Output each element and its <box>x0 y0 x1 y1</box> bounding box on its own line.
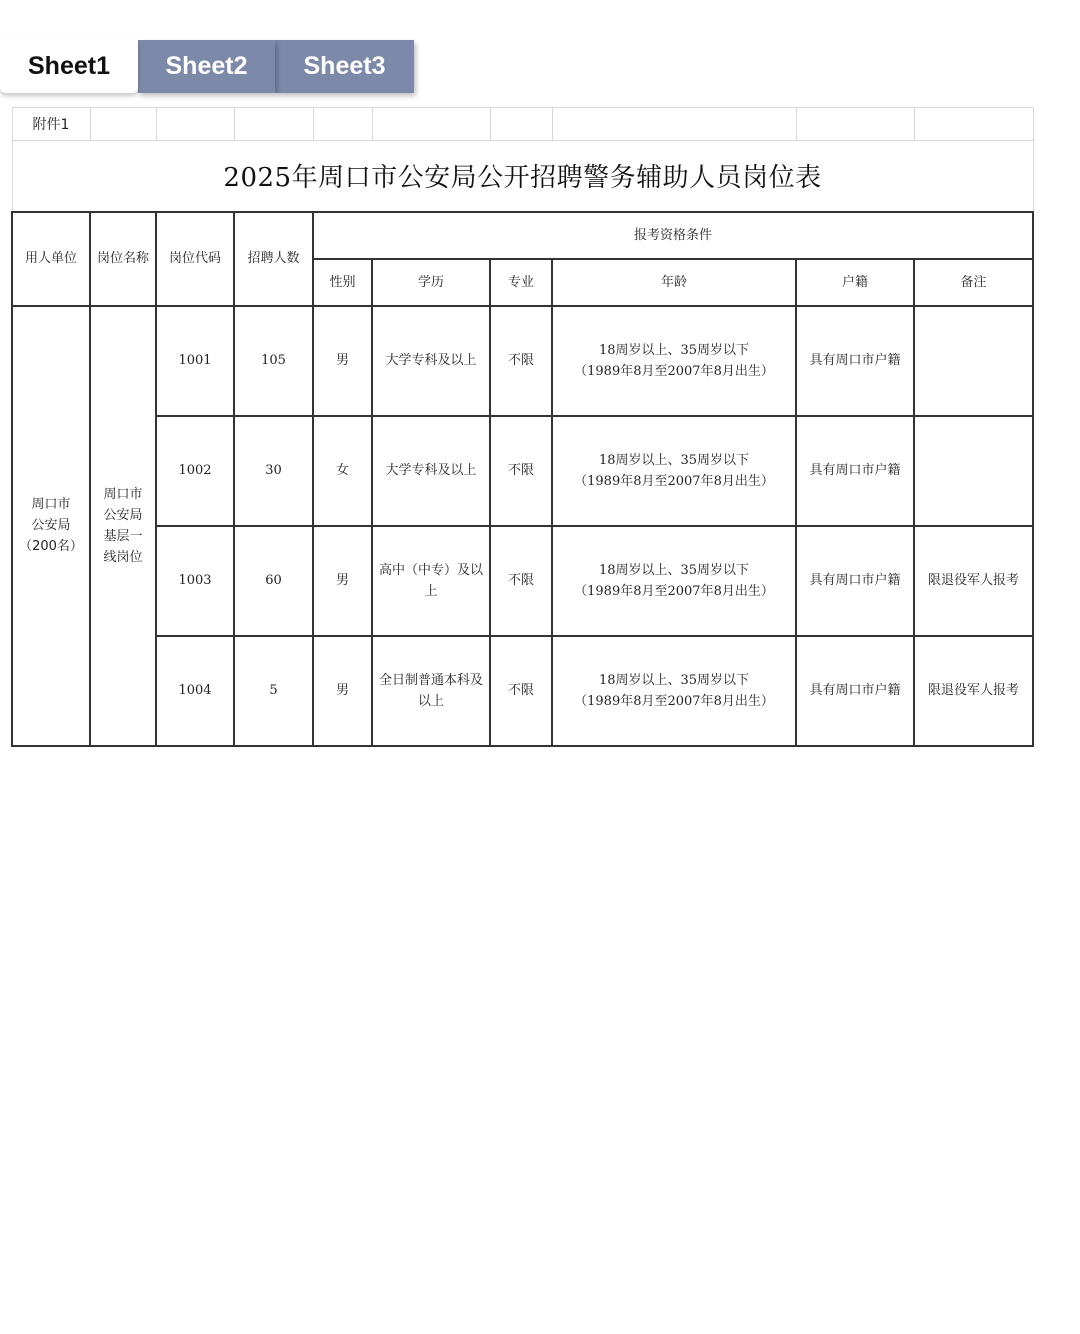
major-cell[interactable]: 不限 <box>490 416 552 526</box>
table-row <box>12 526 1033 636</box>
remarks-cell[interactable] <box>914 306 1033 416</box>
empty-cell[interactable] <box>156 108 234 141</box>
empty-cell[interactable] <box>796 108 914 141</box>
age-line: （1989年8月至2007年8月出生） <box>574 473 774 489</box>
gender-cell[interactable]: 男 <box>313 526 372 636</box>
header-position-name[interactable]: 岗位名称 <box>90 212 156 306</box>
employer-line: 周口市 <box>31 497 71 512</box>
age-line: 18周岁以上、35周岁以下 <box>598 562 750 578</box>
major-cell[interactable]: 不限 <box>490 636 552 746</box>
tab-sheet1[interactable]: Sheet1 <box>0 40 138 93</box>
empty-cell[interactable] <box>234 108 313 141</box>
employer-line: （200名） <box>19 539 83 554</box>
remarks-cell[interactable]: 限退役军人报考 <box>914 526 1033 636</box>
residence-cell[interactable]: 具有周口市户籍 <box>796 526 914 636</box>
empty-cell[interactable] <box>490 108 552 141</box>
remarks-cell[interactable] <box>914 416 1033 526</box>
hire-count-cell[interactable]: 60 <box>234 526 313 636</box>
position-line: 周口市 <box>103 486 143 502</box>
age-cell[interactable] <box>552 526 796 636</box>
major-cell[interactable]: 不限 <box>490 306 552 416</box>
position-code-cell[interactable]: 1004 <box>156 636 234 746</box>
hire-count-cell[interactable]: 5 <box>234 636 313 746</box>
position-code-cell[interactable]: 1002 <box>156 416 234 526</box>
table-row <box>12 636 1033 746</box>
residence-cell[interactable]: 具有周口市户籍 <box>796 636 914 746</box>
header-position-code[interactable]: 岗位代码 <box>156 212 234 306</box>
spreadsheet <box>11 107 1034 747</box>
empty-cell[interactable] <box>90 108 156 141</box>
empty-cell[interactable] <box>313 108 372 141</box>
gender-cell[interactable]: 男 <box>313 636 372 746</box>
education-text: 大学专科及以上 <box>385 463 477 478</box>
age-cell[interactable] <box>552 416 796 526</box>
age-line: （1989年8月至2007年8月出生） <box>574 363 774 379</box>
age-cell[interactable] <box>552 306 796 416</box>
title-row <box>12 141 1033 212</box>
position-table <box>11 107 1034 747</box>
header-age[interactable]: 年龄 <box>552 259 796 306</box>
sheet-tab-bar <box>0 40 420 94</box>
header-major[interactable]: 专业 <box>490 259 552 306</box>
age-line: 18周岁以上、35周岁以下 <box>598 452 750 468</box>
position-line: 基层一 <box>103 528 143 544</box>
table-row <box>12 306 1033 416</box>
education-text: 全日制普通本科及以上 <box>378 672 483 709</box>
empty-cell[interactable] <box>372 108 490 141</box>
tab-sheet3[interactable]: Sheet3 <box>275 40 414 93</box>
age-line: 18周岁以上、35周岁以下 <box>598 672 750 688</box>
position-code-cell[interactable]: 1001 <box>156 306 234 416</box>
position-name-cell[interactable] <box>90 306 156 746</box>
empty-cell[interactable] <box>914 108 1033 141</box>
empty-cell[interactable] <box>552 108 796 141</box>
header-remarks[interactable]: 备注 <box>914 259 1033 306</box>
major-cell[interactable]: 不限 <box>490 526 552 636</box>
position-line: 公安局 <box>103 507 143 523</box>
age-line: 18周岁以上、35周岁以下 <box>598 342 750 358</box>
table-row <box>12 416 1033 526</box>
gender-cell[interactable]: 男 <box>313 306 372 416</box>
position-code-cell[interactable]: 1003 <box>156 526 234 636</box>
age-line: （1989年8月至2007年8月出生） <box>574 583 774 599</box>
header-employer[interactable]: 用人单位 <box>12 212 90 306</box>
table-title[interactable]: 2025年周口市公安局公开招聘警务辅助人员岗位表 <box>12 141 1033 212</box>
residence-cell[interactable]: 具有周口市户籍 <box>796 416 914 526</box>
education-cell[interactable] <box>372 306 490 416</box>
employer-cell[interactable] <box>12 306 90 746</box>
education-cell[interactable] <box>372 636 490 746</box>
attachment-row <box>12 108 1033 141</box>
age-cell[interactable] <box>552 636 796 746</box>
header-qualifications[interactable]: 报考资格条件 <box>313 212 1033 259</box>
gender-cell[interactable]: 女 <box>313 416 372 526</box>
position-line: 线岗位 <box>103 549 143 565</box>
header-row-1 <box>12 212 1033 259</box>
tab-sheet2[interactable]: Sheet2 <box>138 40 275 93</box>
employer-line: 公安局 <box>31 518 71 533</box>
header-gender[interactable]: 性别 <box>313 259 372 306</box>
education-text: 高中（中专）及以上 <box>378 562 483 599</box>
header-education[interactable]: 学历 <box>372 259 490 306</box>
age-line: （1989年8月至2007年8月出生） <box>574 693 774 709</box>
remarks-cell[interactable]: 限退役军人报考 <box>914 636 1033 746</box>
header-hire-count[interactable]: 招聘人数 <box>234 212 313 306</box>
education-cell[interactable] <box>372 526 490 636</box>
header-residence[interactable]: 户籍 <box>796 259 914 306</box>
residence-cell[interactable]: 具有周口市户籍 <box>796 306 914 416</box>
attachment-label[interactable]: 附件1 <box>12 108 90 141</box>
hire-count-cell[interactable]: 105 <box>234 306 313 416</box>
education-text: 大学专科及以上 <box>385 353 477 368</box>
hire-count-cell[interactable]: 30 <box>234 416 313 526</box>
education-cell[interactable] <box>372 416 490 526</box>
